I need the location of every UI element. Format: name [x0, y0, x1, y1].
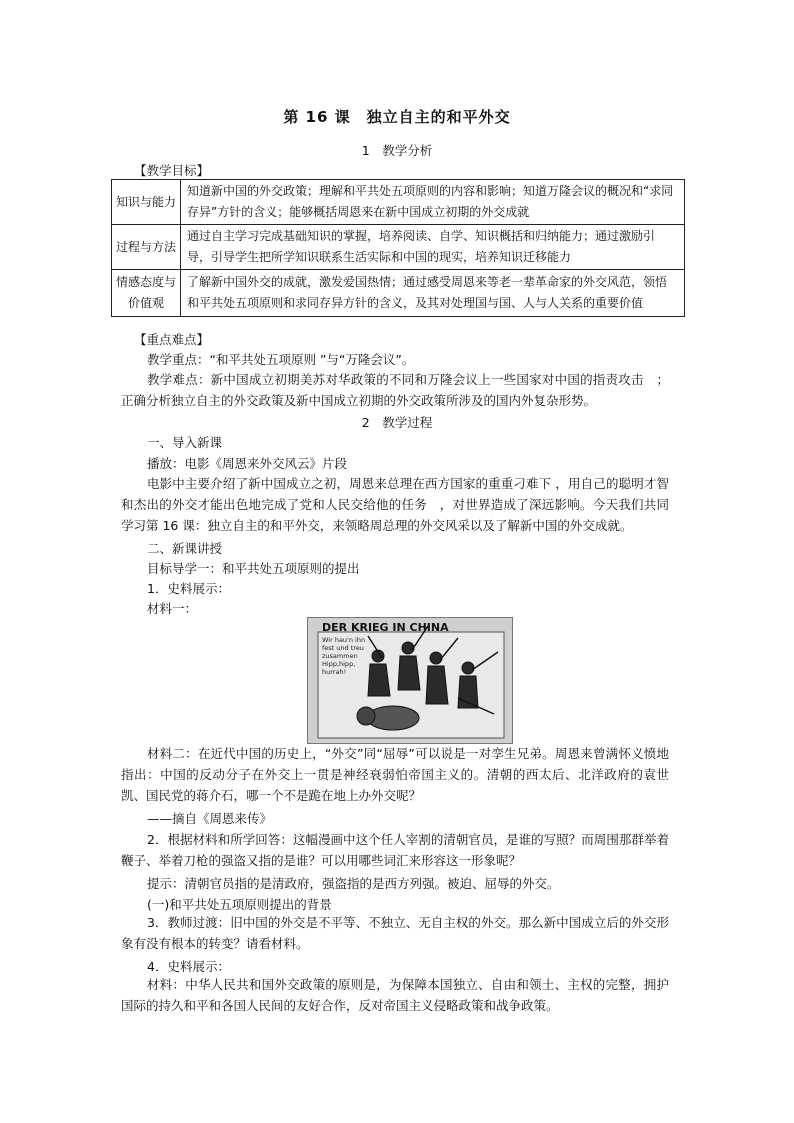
- material-last: 材料：中华人民共和国外交政策的原则是，为保障本国独立、自由和领土、主权的完整，拥护国际的持久和平和各国人民间的友好合作，反对帝国主义侵略政策和战争政策。: [121, 977, 669, 1013]
- guide-one: 目标导学一：和平共处五项原则的提出: [147, 561, 360, 576]
- hint: 提示：清朝官员指的是清政府，强盗指的是西方列强。被迫、屈辱的外交。: [147, 876, 560, 891]
- speech-line: fest und treu: [322, 644, 364, 652]
- material-source: ——摘自《周恩来传》: [147, 811, 273, 826]
- keypoints-tag: 【重点难点】: [134, 332, 210, 347]
- speech-line: hurrah!: [322, 668, 347, 676]
- row-label: 知识与能力: [112, 180, 181, 225]
- lesson-title: 第 16 课 独立自主的和平外交: [283, 108, 511, 126]
- difficulty-paragraph: 教学难点：新中国成立初期美苏对华政策的不同和万隆会议上一些国家对中国的指责攻击 ；正确分析独立自主的外交政策及新中国成立初期的外交政策所涉及的国内外复杂形势。: [121, 372, 669, 408]
- item-two: 2．根据材料和所学回答：这幅漫画中这个任人宰割的清朝官员，是谁的写照？而周围那群举着鞭子、举着刀枪的强盗又指的是谁？可以用哪些词汇来形容这一形象呢？: [121, 832, 669, 868]
- item-four: 4．史料展示：: [147, 959, 230, 974]
- section-heading-analysis: 1 教学分析: [361, 143, 433, 158]
- item-three: 3．教师过渡：旧中国的外交是不平等、不独立、无自主权的外交。那么新中国成立后的外交形象有没有根本的转变？请看材料。: [121, 915, 669, 951]
- sub-heading-background: (一)和平共处五项原则提出的背景: [147, 897, 332, 912]
- table-row: [112, 270, 685, 317]
- table-row: [112, 225, 685, 270]
- table-row: [112, 180, 685, 225]
- cartoon-illustration: [308, 618, 512, 743]
- cartoon-caption: DER KRIEG IN CHINA: [322, 621, 449, 634]
- speech-line: zusammen: [322, 652, 358, 660]
- intro-play: 播放：电影《周恩来外交风云》片段: [147, 456, 348, 471]
- intro-paragraph: 电影中主要介绍了新中国成立之初，周恩来总理在西方国家的重重刁难下 ，用自己的聪明才智和杰出的外交才能出色地完成了党和人民交给他的任务 ，对世界造成了深远影响。今天我们共同学习第 16 课：独立自主的和平外交，来领略周总理的外交风采以及了解新中国的外交成就。: [121, 476, 669, 533]
- new-lesson-heading: 二、新课讲授: [147, 541, 223, 556]
- row-label: 情感态度与价值观: [112, 270, 181, 317]
- item-one: 1．史料展示：: [147, 581, 230, 596]
- speech-line: Wir hau'n ihn: [322, 636, 366, 644]
- material-two: 材料二：在近代中国的历史上，“外交”同“屈辱”可以说是一对孪生兄弟。周恩来曾满怀义愤地指出：中国的反动分子在外交上一贯是神经衰弱怕帝国主义的。清朝的西太后、北洋政府的袁世凯、国民党的蒋介石，哪一个不是跪在地上办外交呢？: [121, 746, 669, 803]
- row-content: 知道新中国的外交政策；理解和平共处五项原则的内容和影响；知道万隆会议的概况和“求同存异”方针的含义；能够概括周恩来在新中国成立初期的外交成就: [181, 180, 685, 225]
- row-label: 过程与方法: [112, 225, 181, 270]
- speech-line: Hipp,hipp,: [322, 660, 356, 668]
- material-one-label: 材料一：: [147, 601, 198, 616]
- row-content: 通过自主学习完成基础知识的掌握，培养阅读、自学、知识概括和归纳能力；通过激励引导，引导学生把所学知识联系生活实际和中国的现实，培养知识迁移能力: [181, 225, 685, 270]
- historical-cartoon: [307, 617, 513, 744]
- objectives-tag: 【教学目标】: [134, 163, 210, 178]
- objectives-table: [111, 179, 685, 317]
- key-point: 教学重点：“和平共处五项原则 ”与“万隆会议”。: [147, 352, 415, 367]
- section-heading-process: 2 教学过程: [361, 415, 433, 430]
- row-content: 了解新中国外交的成就，激发爱国热情；通过感受周恩来等老一辈革命家的外交风范，领悟和平共处五项原则和求同存异方针的含义，及其对处理国与国、人与人关系的重要价值: [181, 270, 685, 317]
- intro-heading: 一、导入新课: [147, 435, 223, 450]
